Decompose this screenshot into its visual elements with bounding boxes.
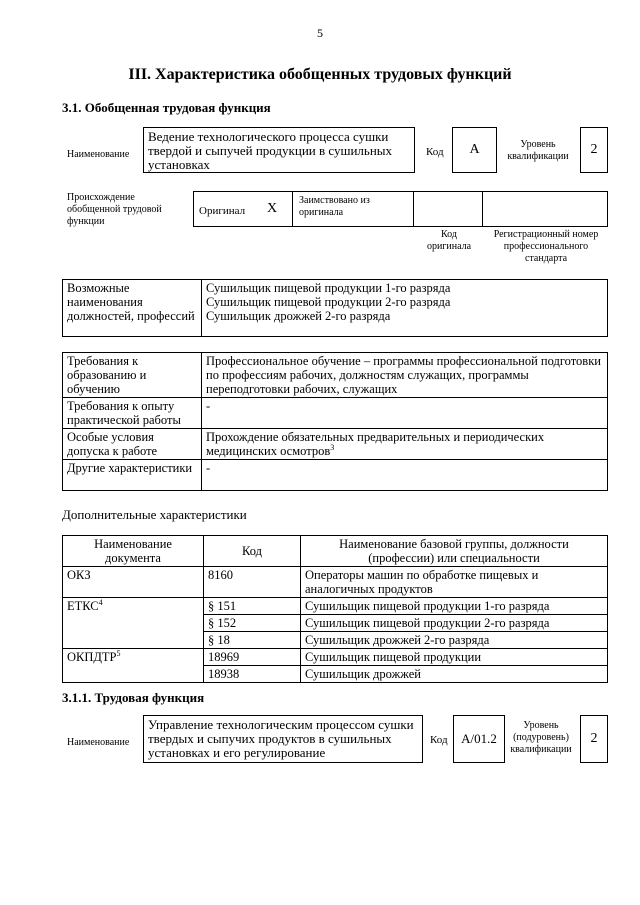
gtf-level-box	[580, 127, 608, 173]
gtf-original-mark: X	[267, 201, 278, 216]
req-experience-label: Требования к опыту практической работы	[63, 398, 202, 429]
req-admission-label: Особые условия допуска к работе	[63, 429, 202, 460]
tf-level-box	[580, 715, 608, 763]
name-cell: Сушильщик пищевой продукции 2-го разряда	[301, 615, 608, 632]
gtf-original-label: Оригинал	[199, 205, 246, 217]
doc-etks	[63, 598, 204, 649]
code-cell: 8160	[204, 567, 301, 598]
footnote-3: 3	[330, 442, 335, 452]
gtf-name: Ведение технологического процесса сушки твердой и сыпучей продукции в сушильных установках	[148, 129, 393, 172]
tf-name-label: Наименование	[67, 737, 130, 748]
tf-code-label: Код	[430, 734, 448, 746]
tf-heading: 3.1.1. Трудовая функция	[62, 690, 205, 705]
req-experience-value: -	[202, 398, 608, 429]
doc-okpdtr	[63, 649, 204, 683]
tf-code-box	[453, 715, 505, 763]
gtf-code-label: Код	[426, 146, 444, 158]
gtf-orig-code-box	[413, 191, 483, 227]
gtf-borrowed-box	[292, 191, 414, 227]
gtf-reg-number-box	[482, 191, 608, 227]
tf-name-box	[143, 715, 423, 763]
code-cell: § 152	[204, 615, 301, 632]
req-admission-value: Прохождение обязательных предварительных и периодических медицинских осмотров	[206, 430, 545, 458]
req-other-value: -	[202, 460, 608, 491]
code-cell: 18938	[204, 666, 301, 683]
table-row	[63, 598, 608, 615]
req-education-value: Профессиональное обучение – программы профессиональной подготовки по профессиям рабочих, должностям служащих, программы переподготовки рабочих, служащих	[202, 353, 608, 398]
gtf-name-label: Наименование	[67, 149, 130, 160]
name-cell: Сушильщик пищевой продукции	[301, 649, 608, 666]
header-code: Код	[204, 536, 301, 567]
gtf-name-box	[143, 127, 415, 173]
position-item: Сушильщик дрожжей 2-го разряда	[206, 309, 391, 323]
doc-okpdtr-label: ОКПДТР	[67, 650, 117, 664]
requirements-table	[62, 352, 608, 491]
gtf-origin-label: Происхождение обобщенной трудовой функции	[67, 192, 162, 227]
gtf-level-label: Уровень квалификации	[507, 139, 569, 162]
footnote-5: 5	[116, 648, 121, 658]
gtf-heading: 3.1. Обобщенная трудовая функция	[62, 100, 271, 115]
req-admission-cell	[202, 429, 608, 460]
gtf-code: A	[469, 142, 480, 157]
code-cell: § 18	[204, 632, 301, 649]
tf-level-label: Уровень (подуровень) квалификации	[510, 720, 572, 755]
position-item: Сушильщик пищевой продукции 2-го разряда	[206, 295, 451, 309]
gtf-reg-number-label: Регистрационный номер профессионального стандарта	[493, 229, 599, 264]
doc-etks-label: ЕТКС	[67, 599, 99, 613]
positions-label: Возможные наименования должностей, профессий	[63, 280, 202, 337]
header-name: Наименование базовой группы, должности (профессии) или специальности	[301, 536, 608, 567]
req-education-label: Требования к образованию и обучению	[63, 353, 202, 398]
positions-list	[202, 280, 608, 337]
additional-table	[62, 535, 608, 683]
gtf-orig-code-label: Код оригинала	[426, 229, 472, 252]
table-row	[63, 567, 608, 598]
code-cell: § 151	[204, 598, 301, 615]
header-document: Наименование документа	[63, 536, 204, 567]
gtf-borrowed-label: Заимствовано из оригинала	[299, 195, 370, 218]
gtf-level: 2	[590, 142, 598, 157]
tf-level: 2	[590, 731, 598, 746]
name-cell: Сушильщик пищевой продукции 1-го разряда	[301, 598, 608, 615]
footnote-4: 4	[98, 597, 103, 607]
tf-name: Управление технологическим процессом сушки твердых и сыпучих продуктов в сушильных установках и его регулирование	[148, 717, 414, 760]
name-cell: Операторы машин по обработке пищевых и аналогичных продуктов	[301, 567, 608, 598]
code-cell: 18969	[204, 649, 301, 666]
tf-code: A/01.2	[461, 731, 497, 746]
req-other-label: Другие характеристики	[63, 460, 202, 491]
doc-okz: ОКЗ	[63, 567, 204, 598]
name-cell: Сушильщик дрожжей 2-го разряда	[301, 632, 608, 649]
position-item: Сушильщик пищевой продукции 1-го разряда	[206, 281, 451, 295]
gtf-code-box	[452, 127, 497, 173]
additional-title: Дополнительные характеристики	[62, 507, 247, 522]
section-title: III. Характеристика обобщенных трудовых функций	[128, 66, 512, 83]
positions-table	[62, 279, 608, 337]
table-row	[63, 649, 608, 666]
name-cell: Сушильщик дрожжей	[301, 666, 608, 683]
page-number: 5	[317, 26, 323, 40]
